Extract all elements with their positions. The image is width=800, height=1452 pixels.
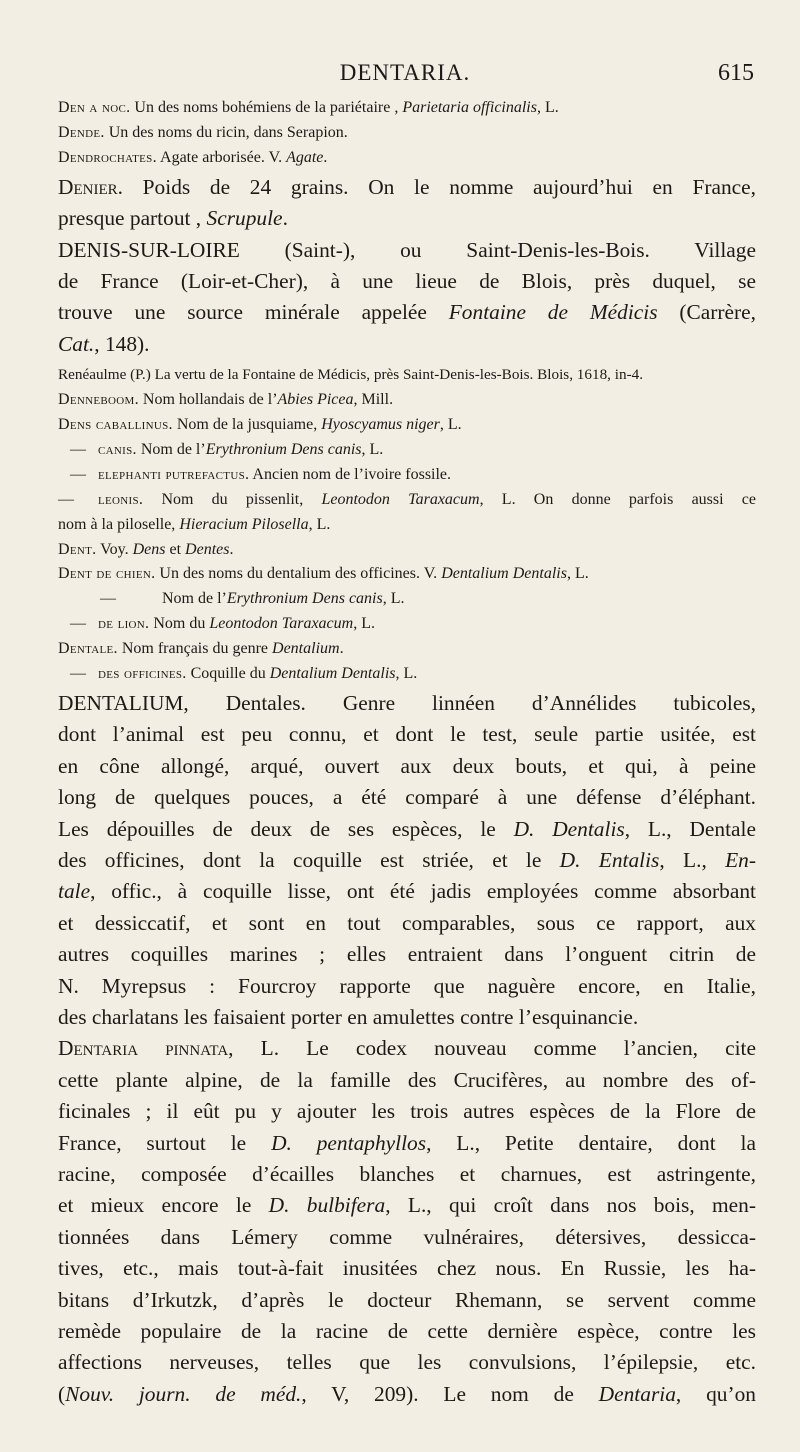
entry-text: Un des noms bohémiens de la pariétaire , xyxy=(130,99,403,116)
latin-name: Leontodon Taraxacum xyxy=(209,615,354,633)
entry-term: Dent de chien. xyxy=(58,565,156,583)
entry-text: , L. Le codex nouveau comme l’ancien, cite xyxy=(228,1036,756,1061)
entry-text: , Mill. xyxy=(353,391,394,409)
entry-term: Dentaria pinnata xyxy=(58,1036,229,1061)
latin-name: D. Dentalis xyxy=(513,816,625,841)
entry-dent-de-chien xyxy=(58,562,756,587)
entry-term: Den a noc. xyxy=(58,99,131,116)
latin-name: D. bulbifera xyxy=(268,1193,386,1218)
entry-term: Dens caballinus. xyxy=(58,415,173,433)
entry-text: , 148). xyxy=(94,331,150,356)
entry-text: dont l’animal est peu connu, et dont le test, seule partie usitée, est xyxy=(58,722,756,747)
entry-text: , L. xyxy=(536,99,559,116)
entry-des-officines xyxy=(58,662,756,687)
bibliography: Renéaulme (P.) La vertu de la Fontaine de Médicis, près Saint-Denis-les-Bois. Blois, 1618, in-4. xyxy=(58,366,644,384)
em-dash: — xyxy=(70,665,86,683)
entry-dens-caballinus xyxy=(58,413,756,438)
entry-denier xyxy=(58,172,756,235)
latin-name: Dentes xyxy=(185,540,230,558)
entry-text: Voy. xyxy=(96,540,133,558)
entry-text: , L. xyxy=(439,415,462,433)
latin-name: Fontaine de Médicis xyxy=(448,300,658,325)
entry-dent-de-chien-cont xyxy=(58,587,756,612)
entry-text: affections nerveuses, telles que les convulsions, l’épilepsie, etc. xyxy=(58,1350,756,1375)
entry-text: , L. xyxy=(308,515,331,533)
entry-dens-elephanti xyxy=(58,463,756,488)
entry-text: , L. xyxy=(382,590,405,608)
entry-text: , L. xyxy=(353,615,375,633)
entry-text: . xyxy=(323,148,328,166)
entry-text: ficinales ; il eût pu y ajouter les trois autres espèces de la Flore de xyxy=(58,1099,756,1124)
latin-name: Agate xyxy=(286,148,324,166)
entry-term: Dende. xyxy=(58,123,105,141)
entry-text: nom à la piloselle, xyxy=(58,515,180,533)
latin-name: Scrupule xyxy=(206,206,283,231)
entry-text: . xyxy=(282,206,288,231)
entry-denis-sur-loire xyxy=(58,235,756,361)
entry-text: , L. xyxy=(566,565,589,583)
entry-text: Nom de l’ xyxy=(136,440,206,458)
entry-term: des officines. xyxy=(98,665,187,683)
entry-text: N. Myrepsus : Fourcroy rapporte que naguère encore, en Italie, xyxy=(58,973,756,998)
entry-term: Denier. xyxy=(58,174,123,199)
entry-text: France, surtout le xyxy=(58,1130,272,1155)
em-dash: — xyxy=(70,440,86,458)
entry-text: Nom du pissenlit, xyxy=(143,490,322,508)
entry-term: Dentale. xyxy=(58,640,118,658)
entry-dent-de-lion xyxy=(58,612,756,637)
em-dash: — xyxy=(58,490,74,508)
entry-text: autres coquilles marines ; elles entraient dans l’onguent citrin de xyxy=(58,942,756,967)
latin-name: En- xyxy=(725,847,756,872)
entry-text: . xyxy=(339,640,344,658)
em-dash: — xyxy=(70,465,86,483)
entry-text: Nom de l’ xyxy=(158,590,227,608)
entry-text: bitans d’Irkutzk, d’après le docteur Rhemann, se servent comme xyxy=(58,1287,756,1312)
page-number: 615 xyxy=(718,60,754,86)
latin-name: D. Entalis xyxy=(559,847,660,872)
entry-text: Nom hollandais de l’ xyxy=(138,391,278,409)
entry-text: presque partout , xyxy=(58,206,207,231)
entry-dent xyxy=(58,538,756,563)
entry-text: DENTALIUM, Dentales. Genre linnéen d’Annélides tubicoles, xyxy=(58,690,756,715)
entry-dentale xyxy=(58,637,756,662)
entry-text: , offic., à coquille lisse, ont été jadis employées comme absorbant xyxy=(90,879,756,904)
entry-text: Ancien nom de l’ivoire fossile. xyxy=(249,465,452,483)
entry-dendrochates xyxy=(58,146,756,171)
latin-name: tale xyxy=(58,879,91,904)
entry-text: Un des noms du dentalium des officines. V. xyxy=(155,565,442,583)
entry-text: tionnées dans Lémery comme vulnéraires, détersives, dessicca- xyxy=(58,1224,756,1249)
entry-text: , L. xyxy=(395,665,418,683)
citation: Nouv. journ. de méd. xyxy=(65,1381,302,1406)
entry-text: , L., qui croît dans nos bois, men- xyxy=(385,1193,756,1218)
entry-text: Un des noms du ricin, dans Serapion. xyxy=(104,123,348,141)
em-dash: — xyxy=(70,615,86,633)
em-dash: — xyxy=(100,590,116,608)
entry-text: racine, composée d’écailles blanches et charnues, est astringente, xyxy=(58,1162,756,1187)
citation: Cat. xyxy=(58,331,95,356)
entry-text: Poids de 24 grains. On le nomme aujourd’hui en France, xyxy=(122,174,756,199)
entry-text: (Carrère, xyxy=(657,300,756,325)
entry-text: des charlatans les faisaient porter en amulettes contre l’esquinancie. xyxy=(58,1005,639,1029)
entry-dens-canis xyxy=(58,438,756,463)
entry-term: elephanti putrefactus. xyxy=(98,465,250,483)
entry-head: DENIS-SUR-LOIRE xyxy=(58,237,240,262)
entry-text: . xyxy=(229,540,234,558)
latin-name: Dentalium Dentalis xyxy=(441,565,567,583)
latin-name: Leontodon Taraxacum xyxy=(321,490,480,508)
entry-text: Les dépouilles de deux de ses espèces, le xyxy=(58,816,514,841)
entry-text: tives, etc., mais tout-à-fait inusitées chez nous. En Russie, les ha- xyxy=(58,1256,756,1281)
entry-text: et xyxy=(165,540,186,558)
latin-name: Dens xyxy=(132,540,166,558)
entry-text: en cône allongé, arqué, ouvert aux deux bouts, et qui, à peine xyxy=(58,753,756,778)
entry-dende xyxy=(58,121,756,146)
entry-text: Agate arborisée. V. xyxy=(156,148,287,166)
entry-term: canis. xyxy=(98,440,137,458)
entry-text: de France (Loir-et-Cher), à une lieue de Blois, près duquel, se xyxy=(58,268,756,293)
entry-text: trouve une source minérale appelée xyxy=(58,300,449,325)
entry-text: , V, 209). Le nom de xyxy=(301,1381,599,1406)
entry-text: Nom de la jusquiame, xyxy=(172,415,322,433)
latin-name: Hieracium Pilosella xyxy=(179,515,309,533)
latin-name: Dentalium Dentalis xyxy=(269,665,396,683)
entry-term: Dent. xyxy=(58,540,97,558)
entry-text: , L., Dentale xyxy=(624,816,756,841)
entry-text: remède populaire de la racine de cette dernière espèce, contre les xyxy=(58,1319,756,1344)
latin-name: Abies Picea xyxy=(277,391,354,409)
entry-text: Nom français du genre xyxy=(117,640,273,658)
entry-dens-leonis xyxy=(58,488,756,538)
entry-denneboom xyxy=(58,388,756,413)
latin-name: Dentaria xyxy=(598,1381,676,1406)
entry-text: , L. xyxy=(361,440,384,458)
running-head: DENTARIA. xyxy=(339,60,471,85)
entry-text: , L. On donne parfois aussi ce xyxy=(479,490,757,508)
entry-term: de lion. xyxy=(98,615,150,633)
entry-den-a-noc xyxy=(58,96,756,121)
entry-dentaria-pinnata xyxy=(58,1033,756,1410)
entry-text: cette plante alpine, de la famille des Crucifères, au nombre des of- xyxy=(58,1067,756,1092)
entry-text: des officines, dont la coquille est striée, et le xyxy=(58,847,560,872)
entry-dentalium xyxy=(58,688,756,1033)
entry-text: et mieux encore le xyxy=(58,1193,269,1218)
entry-term: Denneboom. xyxy=(58,391,139,409)
entry-text: ( xyxy=(58,1381,66,1406)
latin-name: Erythronium Dens canis xyxy=(226,590,383,608)
entry-term: Dendrochates. xyxy=(58,148,157,166)
latin-name: Erythronium Dens canis xyxy=(205,440,362,458)
entry-text: Nom du xyxy=(149,615,210,633)
entry-text: Coquille du xyxy=(186,665,270,683)
entry-text: , L., Petite dentaire, dont la xyxy=(426,1130,756,1155)
entry-text: (Saint-), ou Saint-Denis-les-Bois. Village xyxy=(239,237,756,262)
entry-text: et dessiccatif, et sont en tout comparables, sous ce rapport, aux xyxy=(58,910,756,935)
entry-reneaulme xyxy=(58,363,756,388)
page-body xyxy=(58,96,756,1410)
entry-text: , qu’on xyxy=(675,1381,756,1406)
entry-term: leonis. xyxy=(98,490,144,508)
latin-name: Hyoscyamus niger xyxy=(321,415,440,433)
latin-name: Dentalium xyxy=(272,640,340,658)
page-header xyxy=(56,60,754,90)
latin-name: Parietaria officinalis xyxy=(402,99,537,116)
latin-name: D. pentaphyllos xyxy=(271,1130,427,1155)
entry-text: , L., xyxy=(659,847,726,872)
entry-text: long de quelques pouces, a été comparé à une défense d’éléphant. xyxy=(58,785,756,810)
